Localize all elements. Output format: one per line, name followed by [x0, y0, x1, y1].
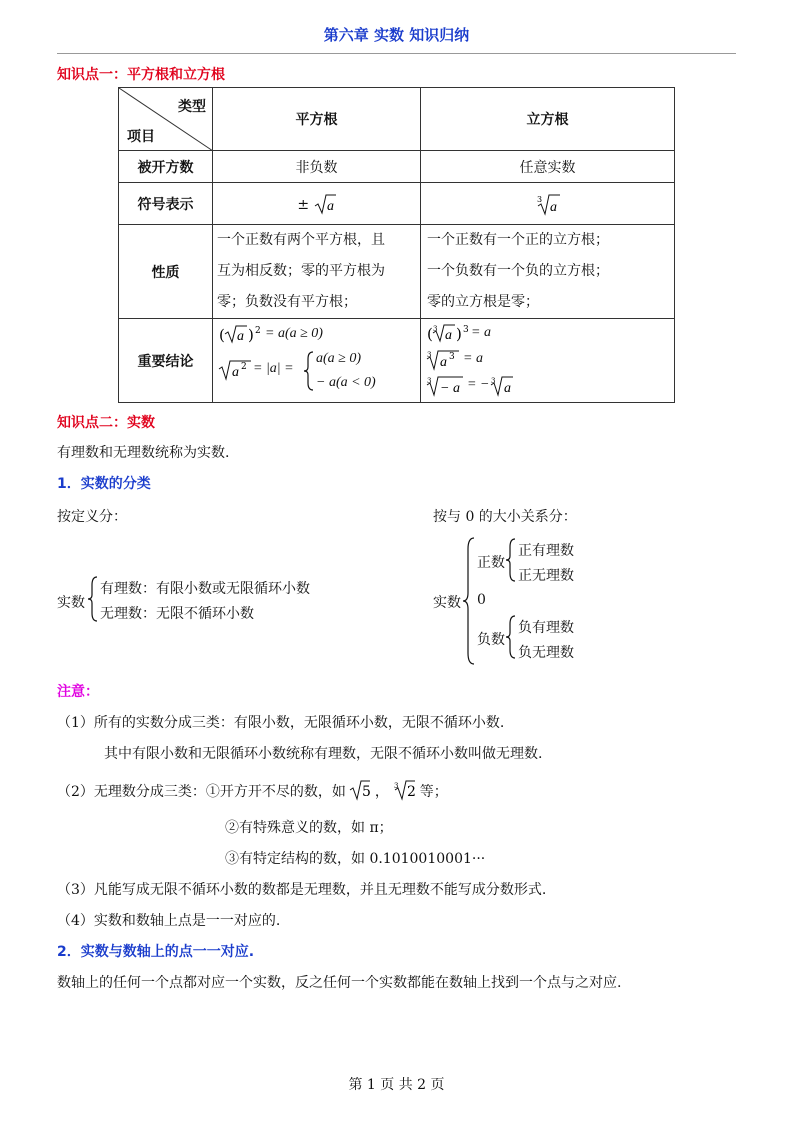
svg-text:3: 3: [449, 352, 455, 362]
row-label-conclusion: 重要结论: [119, 319, 213, 403]
cube-property-line: 一个负数有一个负的立方根；: [427, 263, 609, 279]
size-negative-rational: 负有理数: [518, 620, 574, 636]
size-negative-label: 负数: [477, 632, 505, 648]
note-2b: ②有特殊意义的数，如 π；: [225, 820, 393, 836]
note-2-suffix: 等；: [419, 784, 448, 800]
cube-property-line: 一个正数有一个正的立方根；: [427, 232, 609, 248]
square-property-cell: [213, 225, 421, 319]
row-label-radicand: 被开方数: [119, 151, 213, 183]
note-1b: 其中有限小数和无限循环小数统称有理数，无限不循环小数叫做无理数.: [104, 746, 543, 762]
svg-text:3: 3: [463, 325, 469, 335]
section2-intro: 有理数和无理数统称为实数.: [57, 445, 230, 461]
header-rule: [57, 53, 736, 54]
page-title: 第六章 实数 知识归纳: [323, 26, 470, 44]
cube-conclusion-cell: [421, 319, 675, 403]
note-2: [57, 780, 448, 801]
col-header-square-root: 平方根: [213, 88, 421, 151]
note-1: （1）所有的实数分成三类：有限小数，无限循环小数，无限不循环小数.: [57, 715, 505, 731]
svg-text:a: a: [549, 199, 557, 215]
subsection1-title: 1．实数的分类: [57, 476, 151, 492]
cube-root-negative-formula: [427, 375, 465, 397]
svg-text:a: a: [237, 329, 244, 344]
by-definition-label: 按定义分：: [57, 509, 127, 525]
svg-text:3: 3: [433, 325, 438, 333]
svg-text:2: 2: [407, 784, 417, 800]
positive-brace: [506, 538, 516, 582]
cube-root-symbol: [536, 193, 560, 215]
subsection2-text: 数轴上的任何一个点都对应一个实数，反之任何一个实数都能在数轴上找到一个点与之对应.: [57, 975, 622, 991]
def-class-irrational: 无理数：无限不循环小数: [100, 606, 254, 622]
corner-type-label: 类型: [178, 99, 206, 115]
cube-root-of-cube-formula: [427, 349, 461, 371]
note-4: （4）实数和数轴上点是一一对应的.: [57, 913, 281, 929]
svg-text:(: (: [427, 325, 433, 343]
svg-text:a: a: [232, 365, 239, 380]
size-positive-irrational: 正无理数: [518, 568, 574, 584]
abs-value-expression: = |a| =: [253, 361, 294, 376]
svg-text:a: a: [440, 355, 447, 370]
square-conclusion-cell: [213, 319, 421, 403]
section2-title: 知识点二：实数: [57, 415, 155, 431]
svg-text:2: 2: [255, 326, 261, 336]
table-corner-cell: [119, 88, 213, 151]
note-2-prefix: （2）无理数分成三类：①开方开不尽的数，如: [57, 784, 346, 800]
svg-text:3: 3: [491, 377, 496, 385]
svg-text:3: 3: [427, 351, 432, 359]
subsection2-title: 2．实数与数轴上的点一一对应.: [57, 944, 255, 960]
note-title: 注意：: [57, 684, 99, 700]
sqrt-of-square-formula: [219, 359, 253, 381]
cube-root-2-symbol: [393, 780, 415, 800]
cube-notation: [421, 183, 675, 225]
svg-text:5: 5: [362, 784, 372, 800]
svg-text:(: (: [219, 326, 225, 344]
cube-root-negative-eq: = −: [467, 377, 490, 392]
sqrt-squared-formula: [219, 324, 264, 346]
cube-root-of-cube-result: = a: [463, 351, 483, 366]
def-class-rational: 有理数：有限小数或无限循环小数: [100, 581, 310, 597]
sqrt-symbol: [314, 194, 336, 214]
size-class-brace: [463, 537, 475, 665]
square-property-line: 零；负数没有平方根；: [217, 294, 357, 310]
sqrt-5-symbol: [350, 780, 370, 800]
negative-brace: [506, 615, 516, 659]
page-number: 第 1 页 共 2 页: [348, 1077, 445, 1093]
size-positive-rational: 正有理数: [518, 543, 574, 559]
svg-text:a: a: [504, 381, 511, 396]
svg-text:): ): [456, 325, 462, 343]
svg-text:): ): [248, 326, 254, 344]
svg-text:− a: − a: [440, 381, 460, 396]
square-property-line: 互为相反数；零的平方根为: [217, 263, 385, 279]
svg-text:2: 2: [241, 362, 247, 372]
svg-text:a: a: [326, 198, 334, 214]
sqrt-squared-result: = a(a ≥ 0): [265, 326, 323, 341]
size-zero: 0: [477, 592, 486, 608]
note-2c: ③有特定结构的数，如 0.1010010001···: [225, 851, 486, 867]
cube-root-cubed-formula: [427, 323, 469, 345]
def-class-brace: [88, 576, 98, 622]
corner-item-label: 项目: [127, 129, 155, 145]
cube-root-a-symbol: [491, 375, 515, 397]
note-3: （3）凡能写成无限不循环小数的数都是无理数，并且无理数不能写成分数形式.: [57, 882, 547, 898]
cases-brace: [304, 351, 314, 391]
row-label-notation: 符号表示: [119, 183, 213, 225]
svg-text:3: 3: [536, 194, 542, 204]
cube-property-cell: [421, 225, 675, 319]
def-class-root: 实数: [57, 595, 85, 611]
size-class-root: 实数: [433, 595, 461, 611]
row-label-property: 性质: [119, 225, 213, 319]
size-negative-irrational: 负无理数: [518, 645, 574, 661]
square-property-line: 一个正数有两个平方根，且: [217, 232, 385, 248]
cube-radicand-value: 任意实数: [421, 151, 675, 183]
by-size-label: 按与 0 的大小关系分：: [433, 509, 577, 525]
section1-title: 知识点一：平方根和立方根: [57, 67, 225, 83]
note-2-separator: ，: [374, 784, 389, 800]
cube-root-cubed-result: = a: [471, 325, 491, 340]
size-positive-label: 正数: [477, 555, 505, 571]
svg-text:3: 3: [394, 782, 399, 790]
col-header-cube-root: 立方根: [421, 88, 675, 151]
svg-text:a: a: [445, 328, 452, 343]
case-negative: − a(a < 0): [316, 375, 376, 390]
square-notation: ± a: [213, 183, 421, 225]
square-radicand-value: 非负数: [213, 151, 421, 183]
case-nonnegative: a(a ≥ 0): [316, 351, 362, 366]
root-comparison-table: [118, 87, 675, 403]
svg-text:3: 3: [427, 377, 432, 385]
cube-property-line: 零的立方根是零；: [427, 294, 539, 310]
